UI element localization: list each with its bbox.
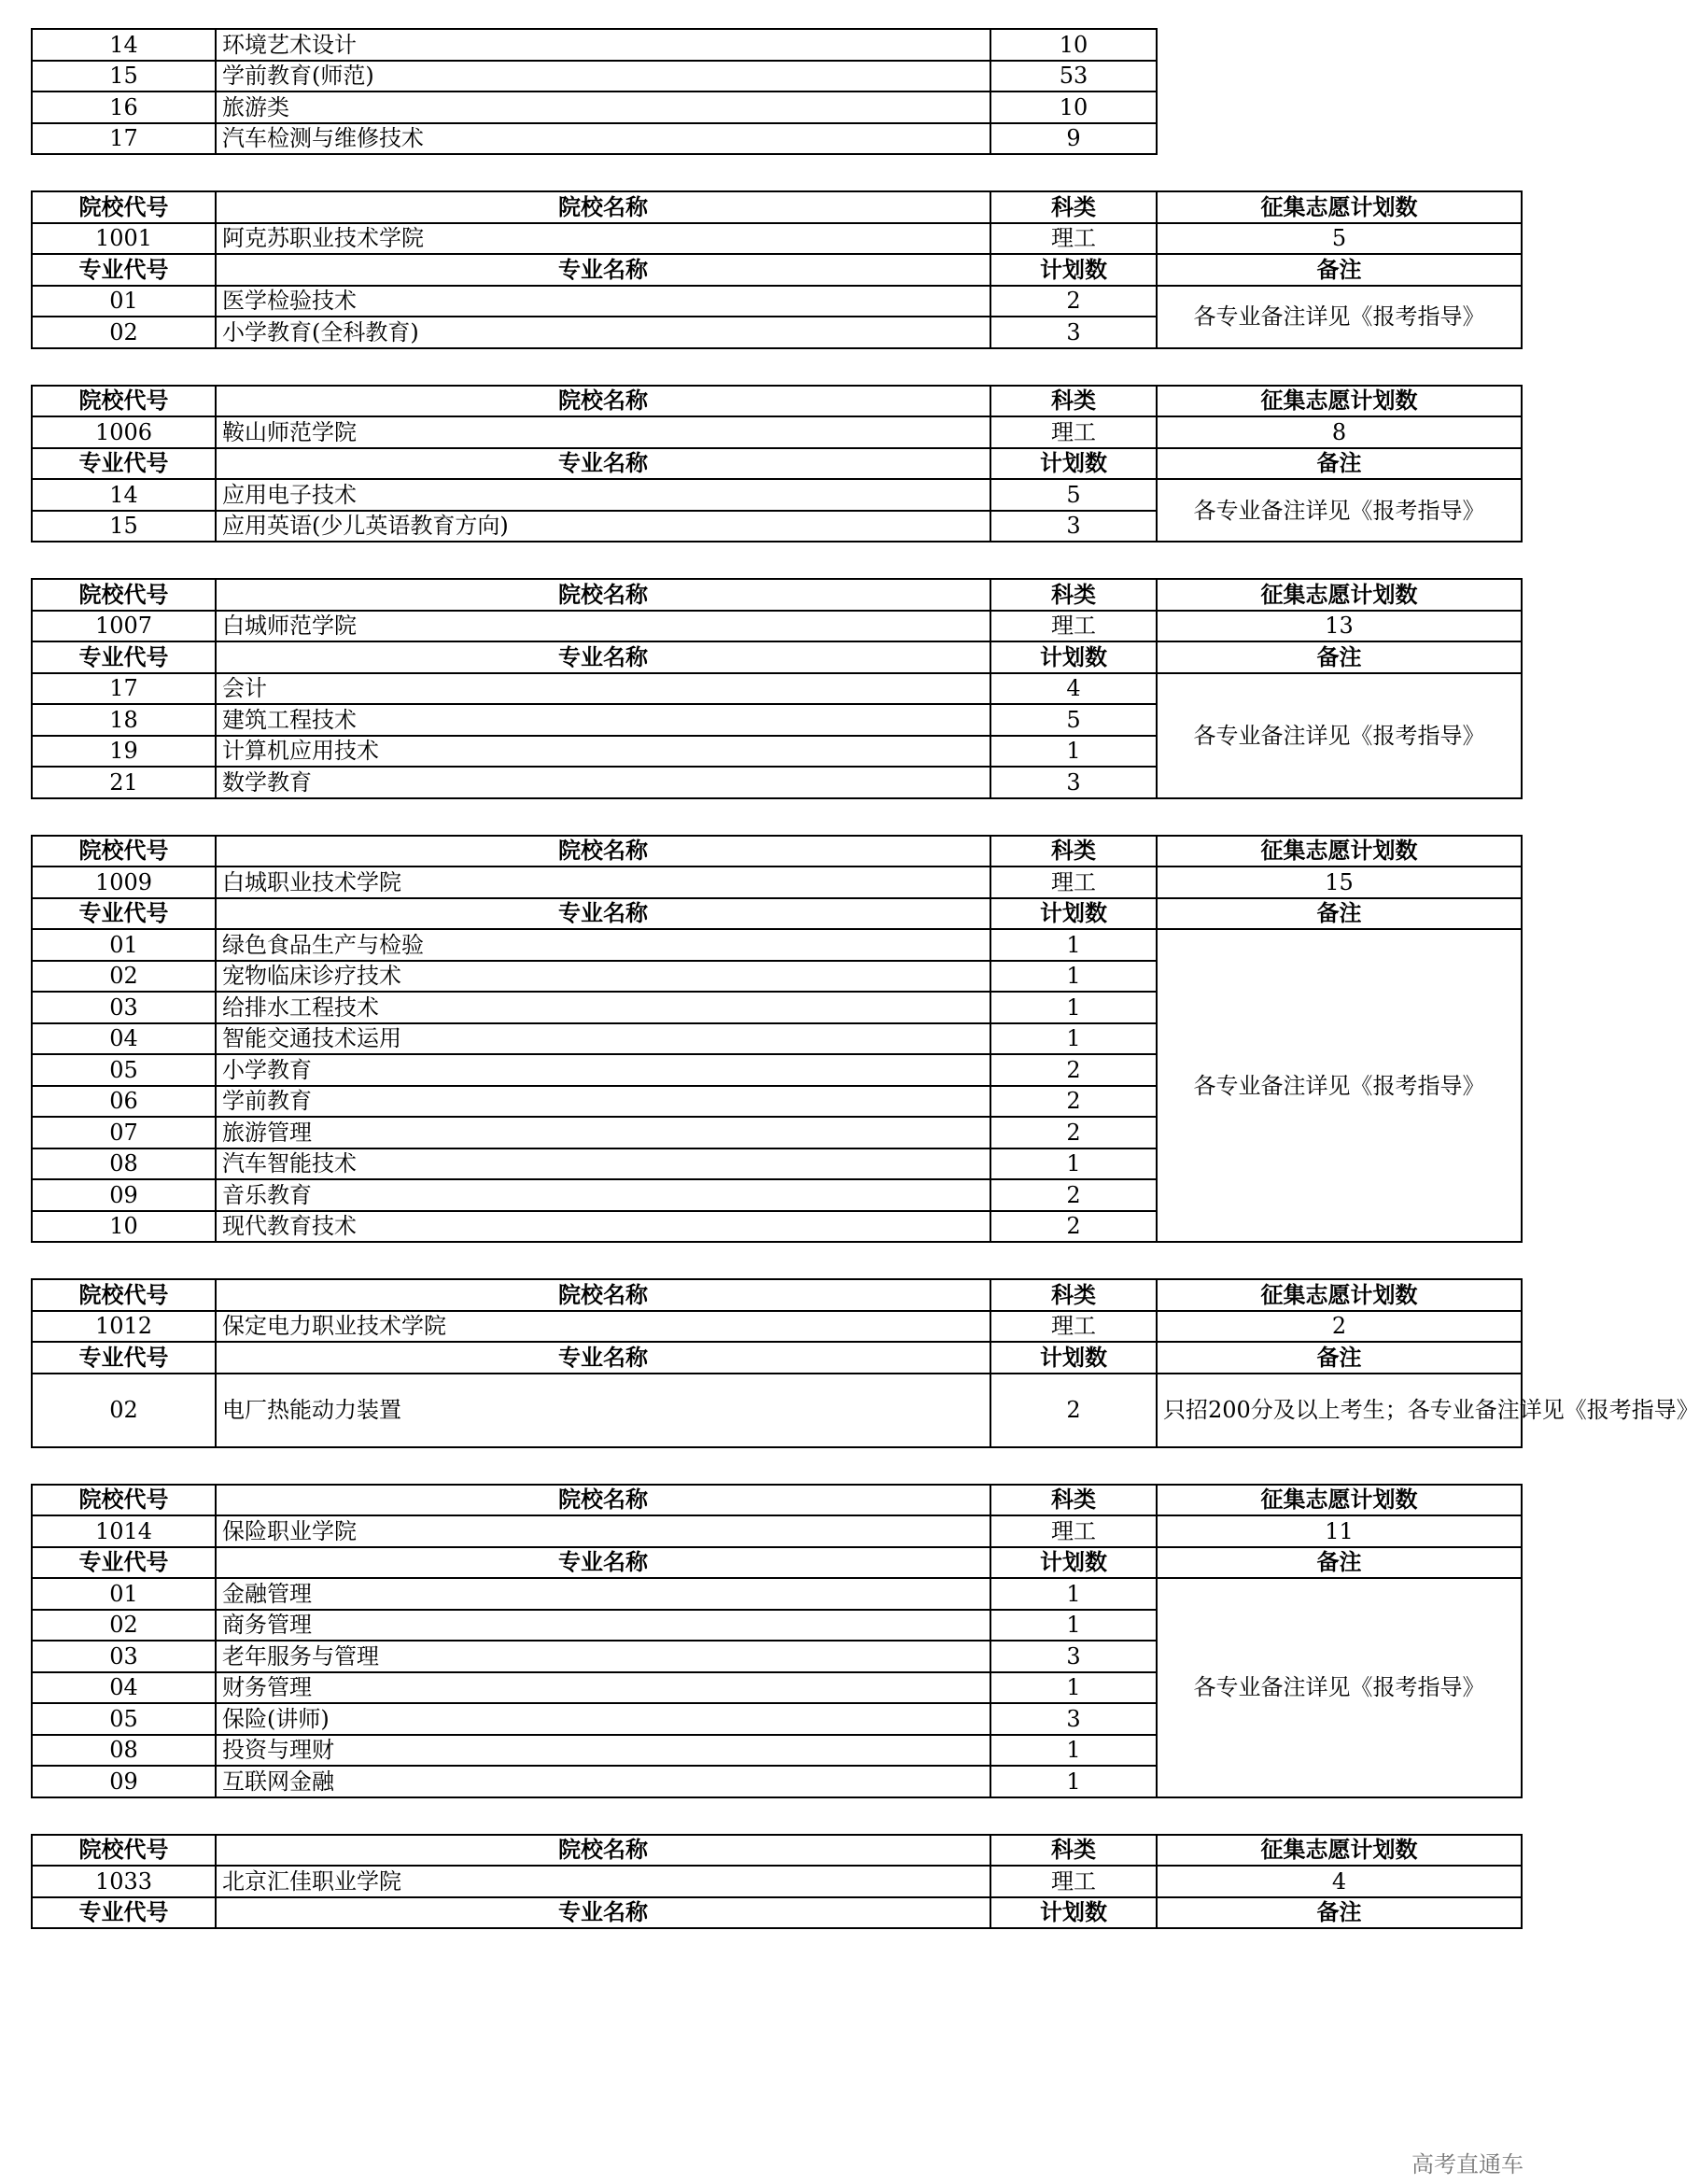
- major-name-cell: 电厂热能动力装置: [216, 1374, 990, 1447]
- continuation-table: [31, 28, 1522, 155]
- major-name-cell: 旅游管理: [216, 1117, 990, 1148]
- plan-count-cell: 3: [990, 1641, 1157, 1672]
- major-name-header: 专业名称: [216, 448, 990, 480]
- table-row: [32, 929, 1522, 961]
- remark-header: 备注: [1157, 641, 1522, 673]
- school-name-cell: 鞍山师范学院: [216, 416, 990, 448]
- plan-count-cell: 1: [990, 961, 1157, 993]
- major-name-cell: 财务管理: [216, 1672, 990, 1704]
- plan-count-cell: 10: [990, 29, 1157, 61]
- major-code-cell: 16: [32, 92, 216, 123]
- school-header-row: [32, 579, 1522, 611]
- plan-count-cell: 1: [990, 1148, 1157, 1180]
- remark-cell: 只招200分及以上考生；各专业备注详见《报考指导》: [1157, 1374, 1522, 1447]
- major-code-cell: 06: [32, 1086, 216, 1118]
- major-name-header: 专业名称: [216, 641, 990, 673]
- major-code-cell: 09: [32, 1179, 216, 1211]
- major-name-cell: 数学教育: [216, 767, 990, 798]
- school-name-header: 院校名称: [216, 836, 990, 867]
- remark-cell: 各专业备注详见《报考指导》: [1157, 929, 1522, 1242]
- school-code-cell: 1012: [32, 1311, 216, 1343]
- remark-header: 备注: [1157, 898, 1522, 930]
- major-code-cell: 01: [32, 1578, 216, 1610]
- school-name-cell: 阿克苏职业技术学院: [216, 223, 990, 255]
- plan-count-cell: 1: [990, 1766, 1157, 1797]
- major-name-cell: 老年服务与管理: [216, 1641, 990, 1672]
- major-name-cell: 小学教育: [216, 1054, 990, 1086]
- plan-count-cell: 1: [990, 736, 1157, 768]
- major-code-cell: 09: [32, 1766, 216, 1797]
- major-name-cell: 绿色食品生产与检验: [216, 929, 990, 961]
- school-row: [32, 1515, 1522, 1547]
- major-code-cell: 01: [32, 286, 216, 317]
- plan-count-cell: 3: [990, 767, 1157, 798]
- school-name-cell: 北京汇佳职业学院: [216, 1866, 990, 1897]
- school-header-row: [32, 191, 1522, 223]
- plan-count-cell: 2: [990, 1117, 1157, 1148]
- school-name-header: 院校名称: [216, 191, 990, 223]
- major-name-cell: 互联网金融: [216, 1766, 990, 1797]
- plan-count-header: 计划数: [990, 641, 1157, 673]
- table-row: [32, 29, 1522, 61]
- plan-count-cell: 1: [990, 1610, 1157, 1642]
- major-name-cell: 小学教育(全科教育): [216, 317, 990, 348]
- school-name-cell: 保险职业学院: [216, 1515, 990, 1547]
- major-header-row: [32, 1342, 1522, 1374]
- category-cell: 理工: [990, 1515, 1157, 1547]
- major-name-cell: 现代教育技术: [216, 1211, 990, 1243]
- major-name-cell: 汽车智能技术: [216, 1148, 990, 1180]
- major-code-cell: 21: [32, 767, 216, 798]
- school-name-header: 院校名称: [216, 1279, 990, 1311]
- school-name-cell: 白城师范学院: [216, 611, 990, 642]
- plan-count-header: 计划数: [990, 1342, 1157, 1374]
- plan-count-cell: 53: [990, 61, 1157, 92]
- plan-total-cell: 2: [1157, 1311, 1522, 1343]
- major-code-cell: 19: [32, 736, 216, 768]
- plan-count-cell: 2: [990, 1054, 1157, 1086]
- major-name-cell: 智能交通技术运用: [216, 1023, 990, 1055]
- remark-header: 备注: [1157, 448, 1522, 480]
- plan-total-header: 征集志愿计划数: [1157, 579, 1522, 611]
- major-name-cell: 应用英语(少儿英语教育方向): [216, 511, 990, 542]
- category-cell: 理工: [990, 867, 1157, 898]
- plan-count-header: 计划数: [990, 448, 1157, 480]
- major-code-cell: 04: [32, 1023, 216, 1055]
- plan-count-cell: 2: [990, 1374, 1157, 1447]
- school-code-header: 院校代号: [32, 191, 216, 223]
- major-name-cell: 医学检验技术: [216, 286, 990, 317]
- major-name-cell: 会计: [216, 673, 990, 705]
- major-code-header: 专业代号: [32, 641, 216, 673]
- major-name-cell: 给排水工程技术: [216, 992, 990, 1023]
- plan-count-cell: 2: [990, 1211, 1157, 1243]
- plan-count-header: 计划数: [990, 254, 1157, 286]
- category-header: 科类: [990, 1279, 1157, 1311]
- major-code-cell: 08: [32, 1735, 216, 1767]
- major-code-cell: 02: [32, 1610, 216, 1642]
- school-row: [32, 1311, 1522, 1343]
- major-code-header: 专业代号: [32, 254, 216, 286]
- school-table: [31, 1834, 1523, 1930]
- document-page: [31, 28, 1699, 1929]
- major-name-header: 专业名称: [216, 254, 990, 286]
- plan-count-cell: 9: [990, 123, 1157, 155]
- category-cell: 理工: [990, 1866, 1157, 1897]
- school-table: [31, 578, 1523, 799]
- school-name-header: 院校名称: [216, 386, 990, 417]
- major-name-cell: 计算机应用技术: [216, 736, 990, 768]
- plan-count-cell: 1: [990, 992, 1157, 1023]
- major-name-cell: 学前教育(师范): [216, 61, 990, 92]
- school-code-header: 院校代号: [32, 836, 216, 867]
- plan-total-cell: 11: [1157, 1515, 1522, 1547]
- table-row: [32, 673, 1522, 705]
- school-code-cell: 1014: [32, 1515, 216, 1547]
- school-header-row: [32, 836, 1522, 867]
- plan-count-header: 计划数: [990, 898, 1157, 930]
- school-code-cell: 1001: [32, 223, 216, 255]
- school-table: [31, 385, 1523, 543]
- school-code-cell: 1006: [32, 416, 216, 448]
- plan-total-cell: 8: [1157, 416, 1522, 448]
- school-row: [32, 867, 1522, 898]
- plan-total-cell: 5: [1157, 223, 1522, 255]
- major-code-cell: 17: [32, 123, 216, 155]
- school-table: [31, 835, 1523, 1244]
- remark-header: 备注: [1157, 1897, 1522, 1929]
- plan-count-cell: 1: [990, 1735, 1157, 1767]
- school-header-row: [32, 1485, 1522, 1516]
- plan-count-header: 计划数: [990, 1547, 1157, 1579]
- school-row: [32, 611, 1522, 642]
- school-name-cell: 保定电力职业技术学院: [216, 1311, 990, 1343]
- plan-total-header: 征集志愿计划数: [1157, 386, 1522, 417]
- major-name-cell: 应用电子技术: [216, 479, 990, 511]
- major-code-cell: 02: [32, 1374, 216, 1447]
- remark-cell: 各专业备注详见《报考指导》: [1157, 673, 1522, 798]
- remark-cell: 各专业备注详见《报考指导》: [1157, 479, 1522, 542]
- plan-count-cell: 1: [990, 929, 1157, 961]
- table-row: [32, 286, 1522, 317]
- major-code-cell: 18: [32, 704, 216, 736]
- plan-count-cell: 3: [990, 317, 1157, 348]
- school-table: [31, 1278, 1699, 1448]
- plan-total-header: 征集志愿计划数: [1157, 1279, 1522, 1311]
- school-code-cell: 1009: [32, 867, 216, 898]
- plan-count-cell: 1: [990, 1578, 1157, 1610]
- major-code-cell: 10: [32, 1211, 216, 1243]
- plan-total-header: 征集志愿计划数: [1157, 1835, 1522, 1867]
- major-name-cell: 宠物临床诊疗技术: [216, 961, 990, 993]
- category-header: 科类: [990, 386, 1157, 417]
- school-name-header: 院校名称: [216, 1835, 990, 1867]
- plan-count-cell: 2: [990, 1086, 1157, 1118]
- plan-total-cell: 4: [1157, 1866, 1522, 1897]
- school-name-header: 院校名称: [216, 579, 990, 611]
- school-table: [31, 1484, 1523, 1798]
- category-header: 科类: [990, 1835, 1157, 1867]
- major-code-header: 专业代号: [32, 1897, 216, 1929]
- school-row: [32, 1866, 1522, 1897]
- remark-header: 备注: [1157, 1547, 1522, 1579]
- major-name-cell: 商务管理: [216, 1610, 990, 1642]
- major-header-row: [32, 1547, 1522, 1579]
- major-code-cell: 17: [32, 673, 216, 705]
- school-name-header: 院校名称: [216, 1485, 990, 1516]
- major-header-row: [32, 898, 1522, 930]
- major-code-cell: 08: [32, 1148, 216, 1180]
- plan-count-cell: 2: [990, 286, 1157, 317]
- school-table: [31, 190, 1523, 349]
- school-row: [32, 416, 1522, 448]
- plan-count-cell: 3: [990, 1703, 1157, 1735]
- major-code-cell: 15: [32, 61, 216, 92]
- school-code-header: 院校代号: [32, 386, 216, 417]
- major-code-header: 专业代号: [32, 898, 216, 930]
- major-code-cell: 05: [32, 1703, 216, 1735]
- school-code-cell: 1007: [32, 611, 216, 642]
- plan-total-header: 征集志愿计划数: [1157, 191, 1522, 223]
- major-name-cell: 汽车检测与维修技术: [216, 123, 990, 155]
- plan-count-cell: 5: [990, 704, 1157, 736]
- category-header: 科类: [990, 836, 1157, 867]
- table-row: [32, 1578, 1522, 1610]
- plan-count-cell: 1: [990, 1023, 1157, 1055]
- major-code-header: 专业代号: [32, 448, 216, 480]
- major-code-cell: 04: [32, 1672, 216, 1704]
- major-name-header: 专业名称: [216, 1342, 990, 1374]
- plan-count-cell: 5: [990, 479, 1157, 511]
- school-code-header: 院校代号: [32, 1279, 216, 1311]
- plan-total-cell: 15: [1157, 867, 1522, 898]
- major-header-row: [32, 254, 1522, 286]
- school-header-row: [32, 1835, 1522, 1867]
- major-code-cell: 07: [32, 1117, 216, 1148]
- school-header-row: [32, 386, 1522, 417]
- major-header-row: [32, 448, 1522, 480]
- plan-count-cell: 2: [990, 1179, 1157, 1211]
- major-name-cell: 学前教育: [216, 1086, 990, 1118]
- major-code-header: 专业代号: [32, 1547, 216, 1579]
- remark-cell-empty: [1157, 29, 1522, 154]
- major-name-cell: 音乐教育: [216, 1179, 990, 1211]
- plan-count-cell: 3: [990, 511, 1157, 542]
- remark-cell: 各专业备注详见《报考指导》: [1157, 286, 1522, 348]
- category-cell: 理工: [990, 1311, 1157, 1343]
- school-header-row: [32, 1279, 1522, 1311]
- major-name-cell: 保险(讲师): [216, 1703, 990, 1735]
- major-code-cell: 02: [32, 317, 216, 348]
- major-code-cell: 05: [32, 1054, 216, 1086]
- school-code-cell: 1033: [32, 1866, 216, 1897]
- category-header: 科类: [990, 191, 1157, 223]
- major-header-row: [32, 641, 1522, 673]
- major-name-cell: 金融管理: [216, 1578, 990, 1610]
- plan-total-cell: 13: [1157, 611, 1522, 642]
- major-code-cell: 15: [32, 511, 216, 542]
- category-cell: 理工: [990, 223, 1157, 255]
- major-code-header: 专业代号: [32, 1342, 216, 1374]
- school-code-header: 院校代号: [32, 1835, 216, 1867]
- category-cell: 理工: [990, 611, 1157, 642]
- major-code-cell: 03: [32, 992, 216, 1023]
- remark-header: 备注: [1157, 254, 1522, 286]
- school-name-cell: 白城职业技术学院: [216, 867, 990, 898]
- remark-header: 备注: [1157, 1342, 1522, 1374]
- watermark: 高考直通车: [1411, 2151, 1523, 2177]
- plan-total-header: 征集志愿计划数: [1157, 836, 1522, 867]
- major-code-cell: 01: [32, 929, 216, 961]
- major-name-header: 专业名称: [216, 898, 990, 930]
- plan-count-cell: 4: [990, 673, 1157, 705]
- major-name-header: 专业名称: [216, 1547, 990, 1579]
- major-code-cell: 02: [32, 961, 216, 993]
- remark-cell: 各专业备注详见《报考指导》: [1157, 1578, 1522, 1797]
- major-name-cell: 旅游类: [216, 92, 990, 123]
- plan-count-cell: 1: [990, 1672, 1157, 1704]
- school-code-header: 院校代号: [32, 579, 216, 611]
- major-code-cell: 14: [32, 29, 216, 61]
- table-row: [32, 479, 1522, 511]
- major-name-cell: 建筑工程技术: [216, 704, 990, 736]
- major-name-cell: 投资与理财: [216, 1735, 990, 1767]
- major-code-cell: 14: [32, 479, 216, 511]
- school-row: [32, 223, 1522, 255]
- plan-count-header: 计划数: [990, 1897, 1157, 1929]
- category-header: 科类: [990, 579, 1157, 611]
- school-code-header: 院校代号: [32, 1485, 216, 1516]
- major-header-row: [32, 1897, 1522, 1929]
- plan-count-cell: 10: [990, 92, 1157, 123]
- major-name-cell: 环境艺术设计: [216, 29, 990, 61]
- table-row: [32, 1374, 1522, 1447]
- major-name-header: 专业名称: [216, 1897, 990, 1929]
- major-code-cell: 03: [32, 1641, 216, 1672]
- plan-total-header: 征集志愿计划数: [1157, 1485, 1522, 1516]
- category-header: 科类: [990, 1485, 1157, 1516]
- category-cell: 理工: [990, 416, 1157, 448]
